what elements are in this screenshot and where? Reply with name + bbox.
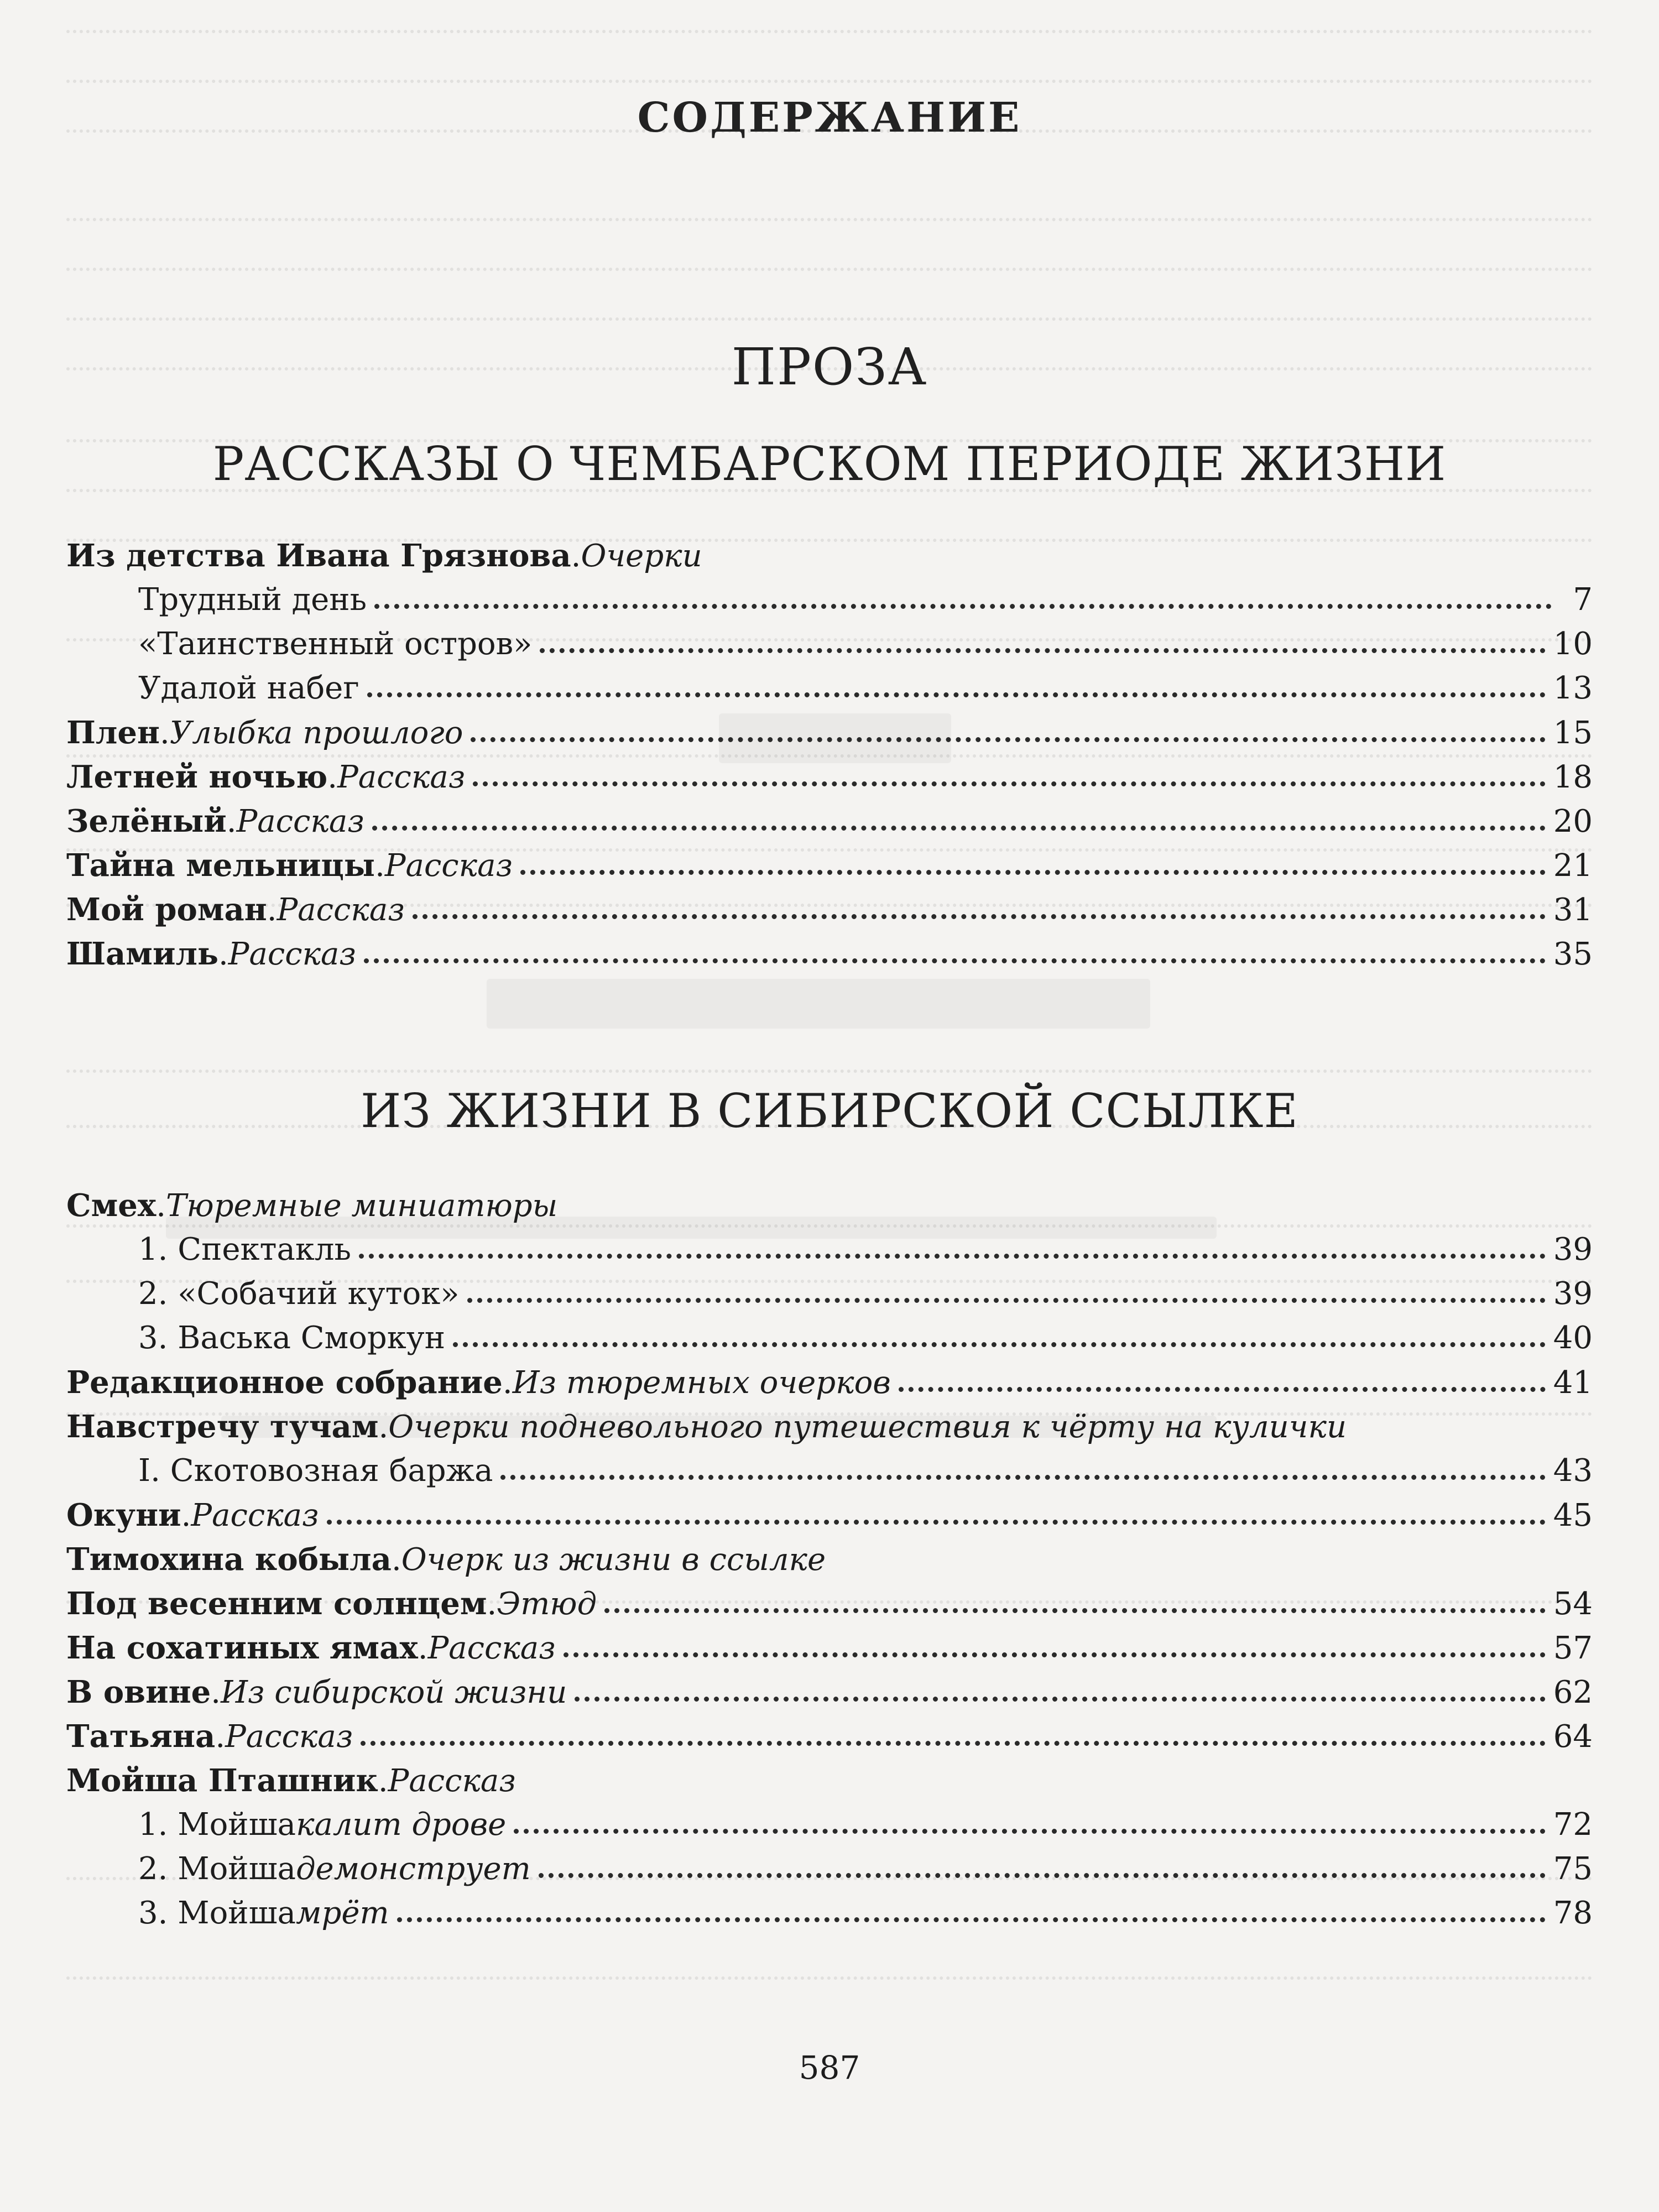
toc-entry [66,1626,1593,1670]
entry-title: Из детства Ивана Грязнова [66,538,571,574]
toc-subentry [138,1316,1593,1360]
entry-separator: . [502,1365,513,1401]
dot-leader [327,1512,1546,1525]
entry-page-number: 13 [1553,670,1593,706]
dot-leader [540,640,1545,653]
entry-title: Тимохина кобыла [66,1541,392,1578]
entry-title: Под весенним солнцем [66,1585,487,1622]
entry-page-number: 31 [1553,892,1593,928]
entry-genre: Рассказ [337,759,466,795]
toc-subentry [138,1449,1593,1493]
dot-leader [467,1290,1546,1303]
entry-separator: . [375,848,385,884]
entry-separator: . [487,1586,497,1622]
entry-title: 1. Мойша [138,1807,296,1843]
entry-genre: Рассказ [388,1763,516,1799]
dot-leader [514,1821,1545,1834]
dot-leader [471,729,1545,742]
entry-page-number: 54 [1553,1586,1593,1622]
entry-title: Зелёный [66,803,227,839]
toc-entry [66,1493,1593,1537]
entry-genre: Рассказ [228,936,356,972]
entry-genre: Рассказ [225,1719,353,1755]
dot-leader [564,1645,1546,1657]
dot-leader [604,1600,1546,1613]
entry-separator: . [226,804,237,839]
toc-entry [66,1670,1593,1714]
entry-title: Тайна мельницы [66,847,375,884]
entry-page-number: 72 [1553,1807,1593,1843]
entry-title: Навстречу тучам [66,1408,379,1445]
toc-subentry [138,1228,1593,1272]
dot-leader [372,818,1546,831]
entry-title: Трудный день [138,582,367,618]
contents-heading: СОДЕРЖАНИЕ [637,94,1022,142]
dot-leader [361,1733,1545,1746]
entry-genre: Рассказ [276,892,405,928]
toc-entry [66,843,1593,888]
entry-page-number: 39 [1553,1276,1593,1312]
toc-entry [66,711,1593,755]
section-heading-prose: ПРОЗА [731,337,928,397]
entry-separator: . [181,1498,191,1533]
dot-leader [899,1379,1546,1392]
entry-title: Мойша Пташник [66,1762,378,1799]
entry-title: I. Скотовозная баржа [138,1453,493,1489]
entry-genre: Рассказ [236,804,364,839]
dot-leader [473,774,1545,786]
entry-page-number: 39 [1553,1232,1593,1267]
entry-title: Редакционное собрание [66,1364,503,1401]
entry-separator: . [159,715,170,751]
toc-subentry [138,1272,1593,1316]
entry-separator: . [391,1542,401,1578]
entry-page-number: 20 [1553,804,1593,839]
entry-genre: Рассказ [427,1630,556,1666]
subsection-heading-chembar: РАССКАЗЫ О ЧЕМБАРСКОМ ПЕРИОДЕ ЖИЗНИ [212,437,1447,491]
toc-subentry [138,666,1593,711]
entry-title: 1. Спектакль [138,1232,351,1267]
entry-separator: . [418,1630,428,1666]
entry-title: 3. Васька Сморкун [138,1320,446,1356]
entry-separator: . [218,936,228,972]
subsection-heading-siberia: ИЗ ЖИЗНИ В СИБИРСКОЙ ССЫЛКЕ [361,1084,1298,1138]
page-number: 587 [799,2049,860,2086]
entry-genre: Рассказ [384,848,513,884]
entry-genre: Очерк из жизни в ссылке [401,1542,826,1578]
entry-page-number: 7 [1573,582,1593,618]
entry-genre: Рассказ [191,1498,319,1533]
entry-page-number: 45 [1553,1498,1593,1533]
entry-page-number: 40 [1553,1320,1593,1356]
entry-genre: Очерки подневольного путешествия к чёрту на кулички [388,1409,1347,1445]
entry-title: На сохатиных ямах [66,1630,418,1666]
entry-title: Летней ночью [66,759,328,795]
dot-leader [374,596,1552,609]
toc-subentry [138,578,1593,622]
toc-entry [66,1582,1593,1626]
toc-entry [66,1183,1593,1228]
entry-separator: . [571,538,581,574]
entry-separator: . [267,892,277,928]
entry-title: Плен [66,714,160,751]
dot-leader [500,1467,1545,1480]
entry-separator: . [378,1409,389,1445]
entry-genre: Из сибирской жизни [221,1674,567,1710]
entry-title: Смех [66,1187,156,1224]
toc-subentry [138,1847,1593,1891]
entry-separator: . [378,1763,388,1799]
toc-entry [66,1759,1593,1803]
toc-entry [66,534,1593,578]
entry-page-number: 15 [1553,715,1593,751]
entry-genre: Тюремные миниатюры [166,1188,558,1224]
entry-page-number: 35 [1553,936,1593,972]
entry-title-italic: мрёт [296,1895,389,1931]
entry-genre: Этюд [497,1586,597,1622]
entry-title: «Таинственный остров» [138,626,533,662]
entry-separator: . [327,759,338,795]
dot-leader [453,1334,1546,1347]
entry-genre: Из тюремных очерков [512,1365,891,1401]
entry-title-italic: калит дрове [296,1807,507,1843]
entry-separator: . [211,1674,221,1710]
toc-entry [66,799,1593,843]
entry-title: В овине [66,1674,211,1710]
entry-page-number: 43 [1553,1453,1593,1489]
toc-entry [66,888,1593,932]
toc-entry [66,1360,1593,1405]
dot-leader [359,1246,1546,1259]
toc-subentry [138,1803,1593,1847]
entry-genre: Улыбка прошлого [169,715,463,751]
entry-page-number: 75 [1553,1851,1593,1887]
entry-title: Мой роман [66,891,267,928]
entry-title: Удалой набег [138,670,359,706]
toc-entry [66,1537,1593,1582]
entry-title-italic: демонструет [296,1851,531,1887]
entry-title: Шамиль [66,936,218,972]
entry-page-number: 78 [1553,1895,1593,1931]
entry-genre: Очерки [581,538,702,574]
dot-leader [364,951,1546,963]
toc-entry [66,755,1593,799]
entry-page-number: 18 [1553,759,1593,795]
entry-page-number: 41 [1553,1365,1593,1401]
entry-title: 2. «Собачий куток» [138,1276,460,1312]
dot-leader [575,1689,1545,1702]
toc-entry [66,932,1593,976]
entry-page-number: 21 [1553,848,1593,884]
entry-page-number: 10 [1553,626,1593,662]
dot-leader [367,685,1546,697]
dot-leader [413,906,1546,919]
entry-separator: . [156,1188,166,1224]
toc-entry [66,1405,1593,1449]
entry-title: 2. Мойша [138,1851,296,1887]
dot-leader [539,1865,1546,1878]
dot-leader [397,1910,1546,1922]
toc-entry [66,1714,1593,1759]
entry-separator: . [215,1719,226,1755]
dot-leader [520,862,1546,875]
entry-title: Татьяна [66,1718,216,1755]
entry-page-number: 62 [1553,1674,1593,1710]
toc-subentry [138,622,1593,666]
entry-title: Окуни [66,1497,181,1533]
entry-page-number: 57 [1553,1630,1593,1666]
entry-page-number: 64 [1553,1719,1593,1755]
entry-title: 3. Мойша [138,1895,296,1931]
toc-subentry [138,1891,1593,1936]
